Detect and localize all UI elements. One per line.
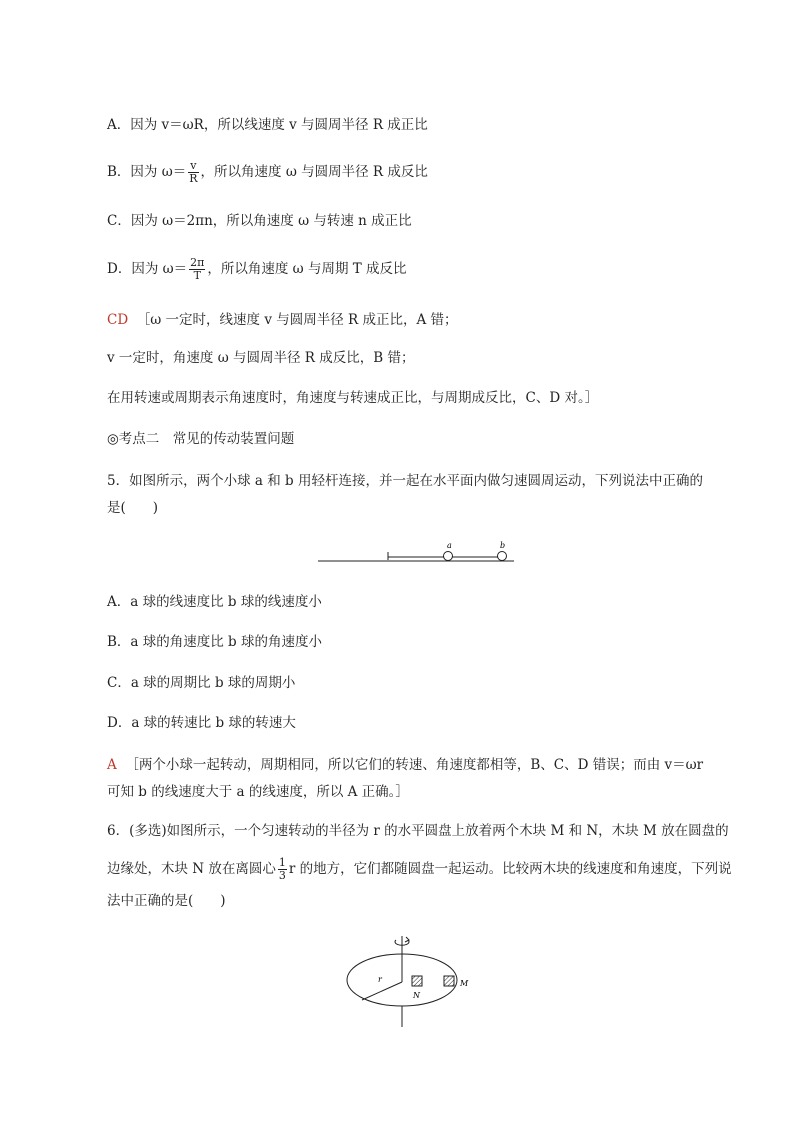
label-n: N: [413, 991, 420, 1000]
q4-option-b-pre: B．因为 ω＝: [107, 164, 187, 180]
q4-option-b-post: ，所以角速度 ω 与圆周半径 R 成反比: [200, 164, 428, 180]
block-m: [444, 976, 454, 986]
q4-option-d: [107, 257, 407, 282]
q4-answer-line1: [107, 310, 458, 330]
rod-and-balls-figure: [310, 538, 520, 568]
q5-answer-key: A: [107, 757, 117, 773]
q4-option-d-pre: D．因为 ω＝: [107, 261, 188, 277]
fraction-v-over-r: [188, 160, 198, 185]
q5-answer-line1: [107, 755, 703, 775]
q4-option-b: [107, 160, 428, 185]
frac-den: T: [193, 269, 201, 282]
fraction-2pi-over-t: [189, 257, 205, 282]
q4-answer-key: CD: [107, 312, 129, 328]
radius-line: [362, 982, 402, 1000]
block-n: [412, 976, 422, 986]
q4-answer-line2: v 一定时，角速度 ω 与圆周半径 R 成反比，B 错；: [107, 350, 415, 366]
q4-option-a: A．因为 v＝ωR，所以线速度 v 与圆周半径 R 成正比: [107, 117, 428, 133]
q5-option-c: C．a 球的周期比 b 球的周期小: [107, 675, 296, 691]
q6-stem-line3: 法中正确的是( ): [107, 893, 226, 909]
frac-num: 1: [278, 856, 286, 869]
ball-a: [444, 552, 453, 561]
ball-b: [498, 552, 507, 561]
q4-answer-line3: 在用转速或周期表示角速度时，角速度与转速成正比，与周期成反比，C、D 对。］: [107, 390, 599, 406]
fraction-one-third: [278, 857, 287, 882]
label-m: M: [460, 979, 469, 988]
q5-option-a: A．a 球的线速度比 b 球的线速度小: [107, 594, 322, 610]
frac-num: 2π: [190, 256, 205, 269]
q5-stem-line2: 是( ): [107, 500, 159, 516]
q4-option-d-post: ，所以角速度 ω 与周期 T 成反比: [207, 261, 407, 277]
q4-answer-text1: ［ω 一定时，线速度 v 与圆周半径 R 成正比，A 错；: [136, 312, 458, 328]
q6-stem-line1: 6．(多选)如图所示，一个匀速转动的半径为 r 的水平圆盘上放着两个木块 M 和 N，木块 M 放在圆盘的: [107, 823, 729, 839]
q6-stem-line2-post: r 的地方，它们都随圆盘一起运动。比较两木块的线速度和角速度，下列说: [288, 861, 732, 877]
q5-stem-line1: 5．如图所示，两个小球 a 和 b 用轻杆连接，并一起在水平面内做匀速圆周运动，下列说法中正确的: [107, 473, 703, 489]
q6-stem-line2: [107, 857, 732, 882]
q5-option-d: D．a 球的转速比 b 球的转速大: [107, 715, 296, 731]
q5-answer-text1: ［两个小球一起转动，周期相同，所以它们的转速、角速度都相等，B、C、D 错误；而由 v＝ωr: [125, 757, 704, 773]
q4-option-c: C．因为 ω＝2πn，所以角速度 ω 与转速 n 成正比: [107, 213, 412, 229]
frac-num: v: [188, 160, 198, 173]
frac-den: R: [189, 172, 198, 185]
frac-den: 3: [278, 869, 286, 882]
rotating-disk-figure: [340, 928, 480, 1032]
section-heading: ◎考点二 常见的传动装置问题: [107, 431, 295, 447]
q5-option-b: B．a 球的角速度比 b 球的角速度小: [107, 634, 322, 650]
label-a: a: [447, 541, 452, 550]
q6-stem-line2-pre: 边缘处，木块 N 放在离圆心: [107, 861, 276, 877]
q5-answer-line2: 可知 b 的线速度大于 a 的线速度，所以 A 正确。］: [107, 784, 409, 800]
label-b: b: [500, 541, 506, 550]
label-r: r: [378, 975, 382, 984]
